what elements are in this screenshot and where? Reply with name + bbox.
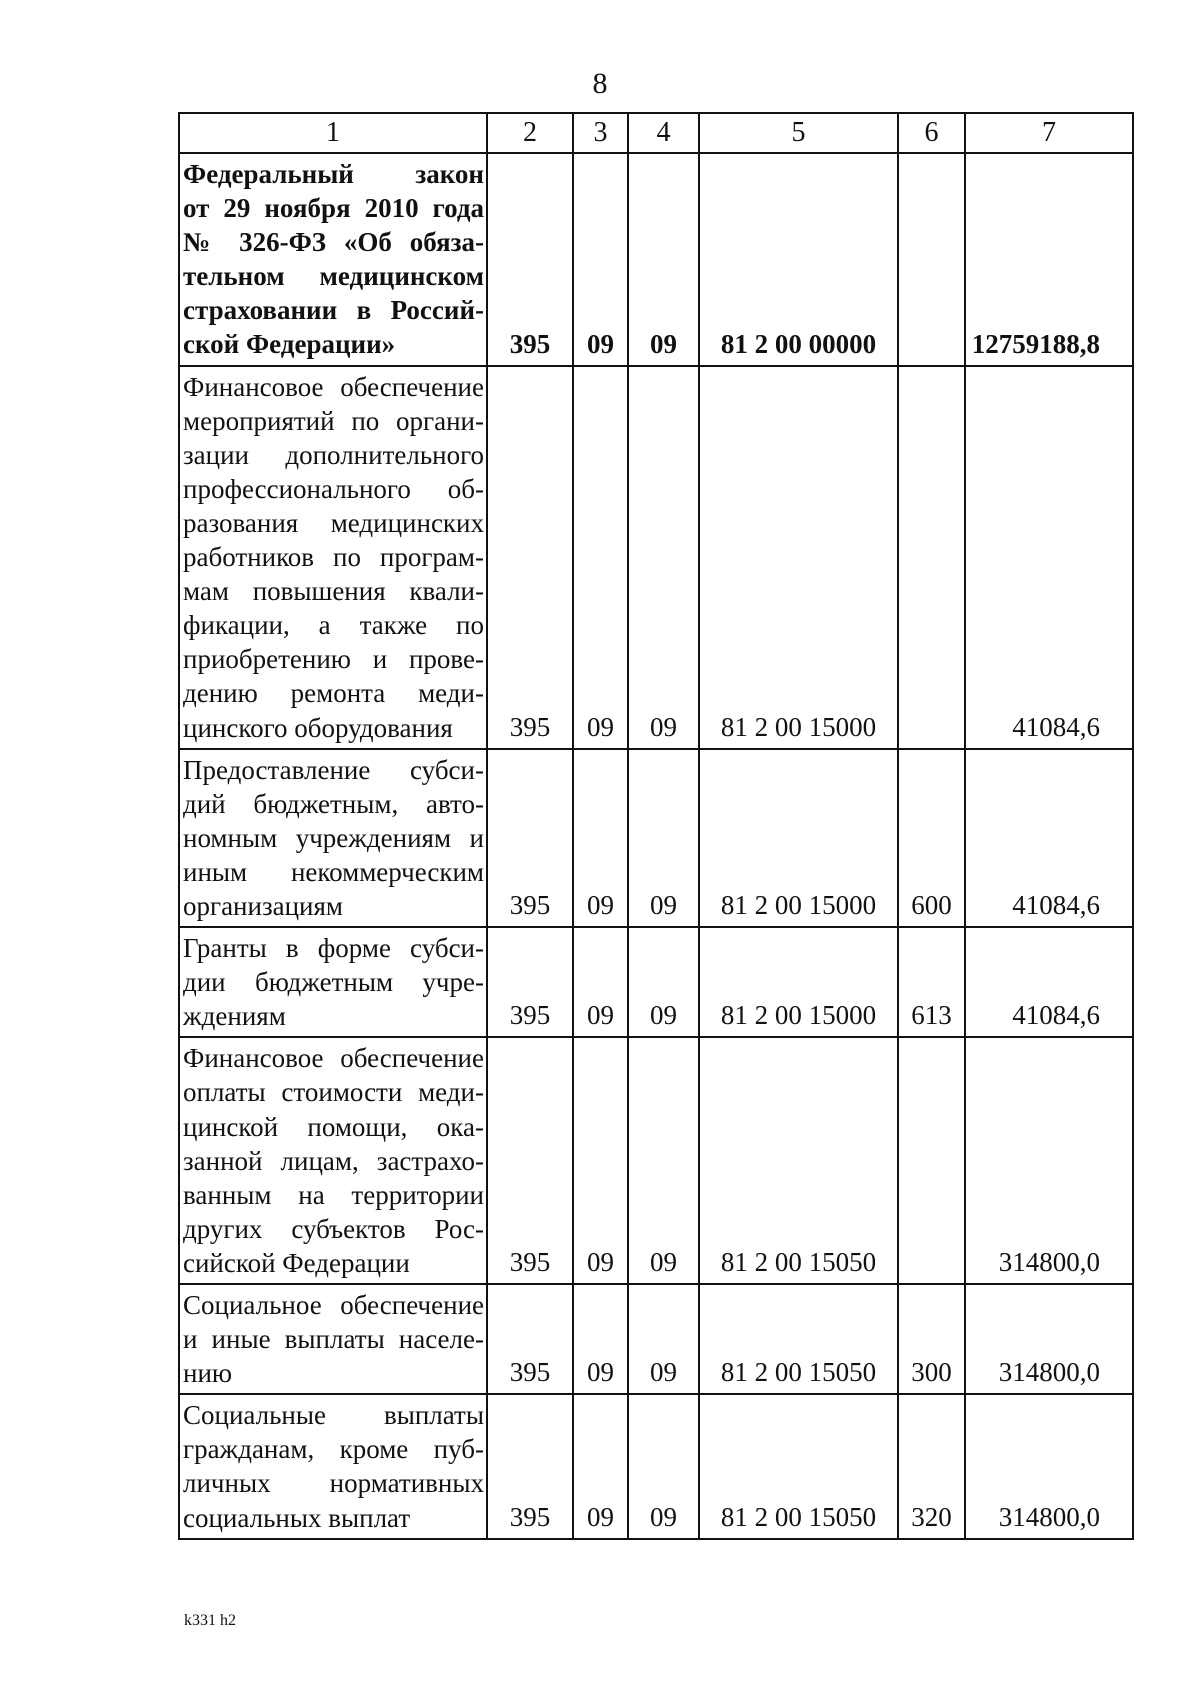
row-name-line: и иные выплаты населе-	[183, 1324, 484, 1355]
code-cell-c4: 09	[628, 927, 699, 1037]
table-row	[179, 1394, 1133, 1538]
code-cell-c4: 09	[628, 153, 699, 366]
amount-cell: 12759188,8	[965, 153, 1133, 366]
code-cell-c2: 395	[487, 1037, 573, 1284]
row-name-line: Федеральный закон	[183, 159, 484, 189]
row-name-line: ванным на территории	[183, 1179, 484, 1210]
code-cell-c3: 09	[573, 1037, 628, 1284]
code-cell-c4: 09	[628, 749, 699, 927]
row-name-line: оплаты стоимости меди-	[183, 1077, 484, 1108]
row-name-line: ской Федерации»	[183, 329, 396, 360]
row-name-cell	[179, 1284, 487, 1394]
code-cell-c6	[898, 1037, 965, 1284]
code-cell-c2: 395	[487, 927, 573, 1037]
amount-cell: 41084,6	[965, 927, 1133, 1037]
row-name-line: гражданам, кроме пуб-	[183, 1434, 484, 1465]
column-header: 6	[898, 113, 965, 153]
table-row	[179, 366, 1133, 749]
row-name-cell	[179, 366, 487, 749]
budget-table	[178, 112, 1134, 1540]
row-name-line: фикации, а также по	[183, 610, 484, 641]
code-cell-c6: 613	[898, 927, 965, 1037]
table-row	[179, 749, 1133, 927]
code-cell-c4: 09	[628, 1037, 699, 1284]
code-cell-c5: 81 2 00 15000	[699, 927, 898, 1037]
row-name-line: личных нормативных	[183, 1468, 484, 1499]
code-cell-c5: 81 2 00 15050	[699, 1037, 898, 1284]
row-name-line: мам повышения квали-	[183, 576, 484, 607]
row-name-line: работников по програм-	[183, 542, 484, 573]
row-name-line: занной лицам, застрахо-	[183, 1145, 484, 1176]
row-name-line: Гранты в форме субси-	[183, 933, 484, 964]
column-header: 5	[699, 113, 898, 153]
code-cell-c6	[898, 153, 965, 366]
table-row	[179, 927, 1133, 1037]
column-header: 3	[573, 113, 628, 153]
row-name-line: номным учреждениям и	[183, 822, 484, 853]
code-cell-c3: 09	[573, 153, 628, 366]
row-name-line: от 29 ноября 2010 года	[183, 193, 484, 224]
row-name-line: организациям	[183, 890, 344, 921]
row-name-line: приобретению и прове-	[183, 644, 484, 675]
row-name-line: цинского оборудования	[183, 712, 453, 743]
code-cell-c4: 09	[628, 1284, 699, 1394]
row-name-line: Предоставление субси-	[183, 754, 484, 785]
row-name-line: Социальные выплаты	[183, 1400, 484, 1431]
row-name-line: дий бюджетным, авто-	[183, 788, 484, 819]
code-cell-c6	[898, 366, 965, 749]
amount-cell: 41084,6	[965, 749, 1133, 927]
code-cell-c6: 320	[898, 1394, 965, 1538]
row-name-cell	[179, 927, 487, 1037]
column-header: 2	[487, 113, 573, 153]
row-name-line: дению ремонта меди-	[183, 678, 484, 709]
table-row	[179, 1037, 1133, 1284]
code-cell-c3: 09	[573, 927, 628, 1037]
table-row	[179, 1284, 1133, 1394]
row-name-line: Финансовое обеспечение	[183, 1043, 484, 1074]
row-name-line: иным некоммерческим	[183, 856, 484, 887]
row-name-line: нию	[183, 1358, 233, 1389]
row-name-line: тельном медицинском	[183, 261, 484, 292]
code-cell-c3: 09	[573, 366, 628, 749]
amount-cell: 314800,0	[965, 1037, 1133, 1284]
row-name-cell	[179, 749, 487, 927]
row-name-line: социальных выплат	[183, 1502, 411, 1533]
row-name-line: Финансовое обеспечение	[183, 371, 484, 402]
row-name-line: страховании в Россий-	[183, 295, 484, 326]
code-cell-c2: 395	[487, 749, 573, 927]
amount-cell: 41084,6	[965, 366, 1133, 749]
column-header: 4	[628, 113, 699, 153]
code-cell-c4: 09	[628, 1394, 699, 1538]
row-name-line: цинской помощи, ока-	[183, 1111, 484, 1142]
row-name-line: дии бюджетным учре-	[183, 967, 484, 998]
row-name-cell	[179, 1037, 487, 1284]
page-number: 8	[592, 67, 608, 100]
table-header-row	[179, 113, 1133, 153]
table-body	[179, 153, 1133, 1539]
amount-cell: 314800,0	[965, 1394, 1133, 1538]
code-cell-c3: 09	[573, 1284, 628, 1394]
code-cell-c2: 395	[487, 1394, 573, 1538]
row-name-line: разования медицинских	[183, 507, 484, 538]
table-row	[179, 153, 1133, 366]
row-name-line: мероприятий по органи-	[183, 405, 484, 436]
code-cell-c5: 81 2 00 15000	[699, 366, 898, 749]
row-name-line: ждениям	[183, 1001, 286, 1032]
code-cell-c5: 81 2 00 15000	[699, 749, 898, 927]
row-name-line: профессионального об-	[183, 473, 484, 504]
code-cell-c5: 81 2 00 00000	[699, 153, 898, 366]
code-cell-c5: 81 2 00 15050	[699, 1284, 898, 1394]
row-name-cell	[179, 153, 487, 366]
column-header: 7	[965, 113, 1133, 153]
row-name-cell	[179, 1394, 487, 1538]
code-cell-c3: 09	[573, 1394, 628, 1538]
footer-code: k331 h2	[184, 1612, 236, 1629]
code-cell-c4: 09	[628, 366, 699, 749]
code-cell-c3: 09	[573, 749, 628, 927]
row-name-line: № 326-ФЗ «Об обяза-	[183, 227, 484, 258]
row-name-line: зации дополнительного	[183, 439, 484, 470]
row-name-line: сийской Федерации	[183, 1247, 410, 1278]
code-cell-c6: 300	[898, 1284, 965, 1394]
code-cell-c2: 395	[487, 1284, 573, 1394]
column-header: 1	[179, 113, 487, 153]
code-cell-c2: 395	[487, 153, 573, 366]
code-cell-c2: 395	[487, 366, 573, 749]
amount-cell: 314800,0	[965, 1284, 1133, 1394]
code-cell-c5: 81 2 00 15050	[699, 1394, 898, 1538]
code-cell-c6: 600	[898, 749, 965, 927]
row-name-line: других субъектов Рос-	[183, 1213, 484, 1244]
row-name-line: Социальное обеспечение	[183, 1290, 484, 1320]
